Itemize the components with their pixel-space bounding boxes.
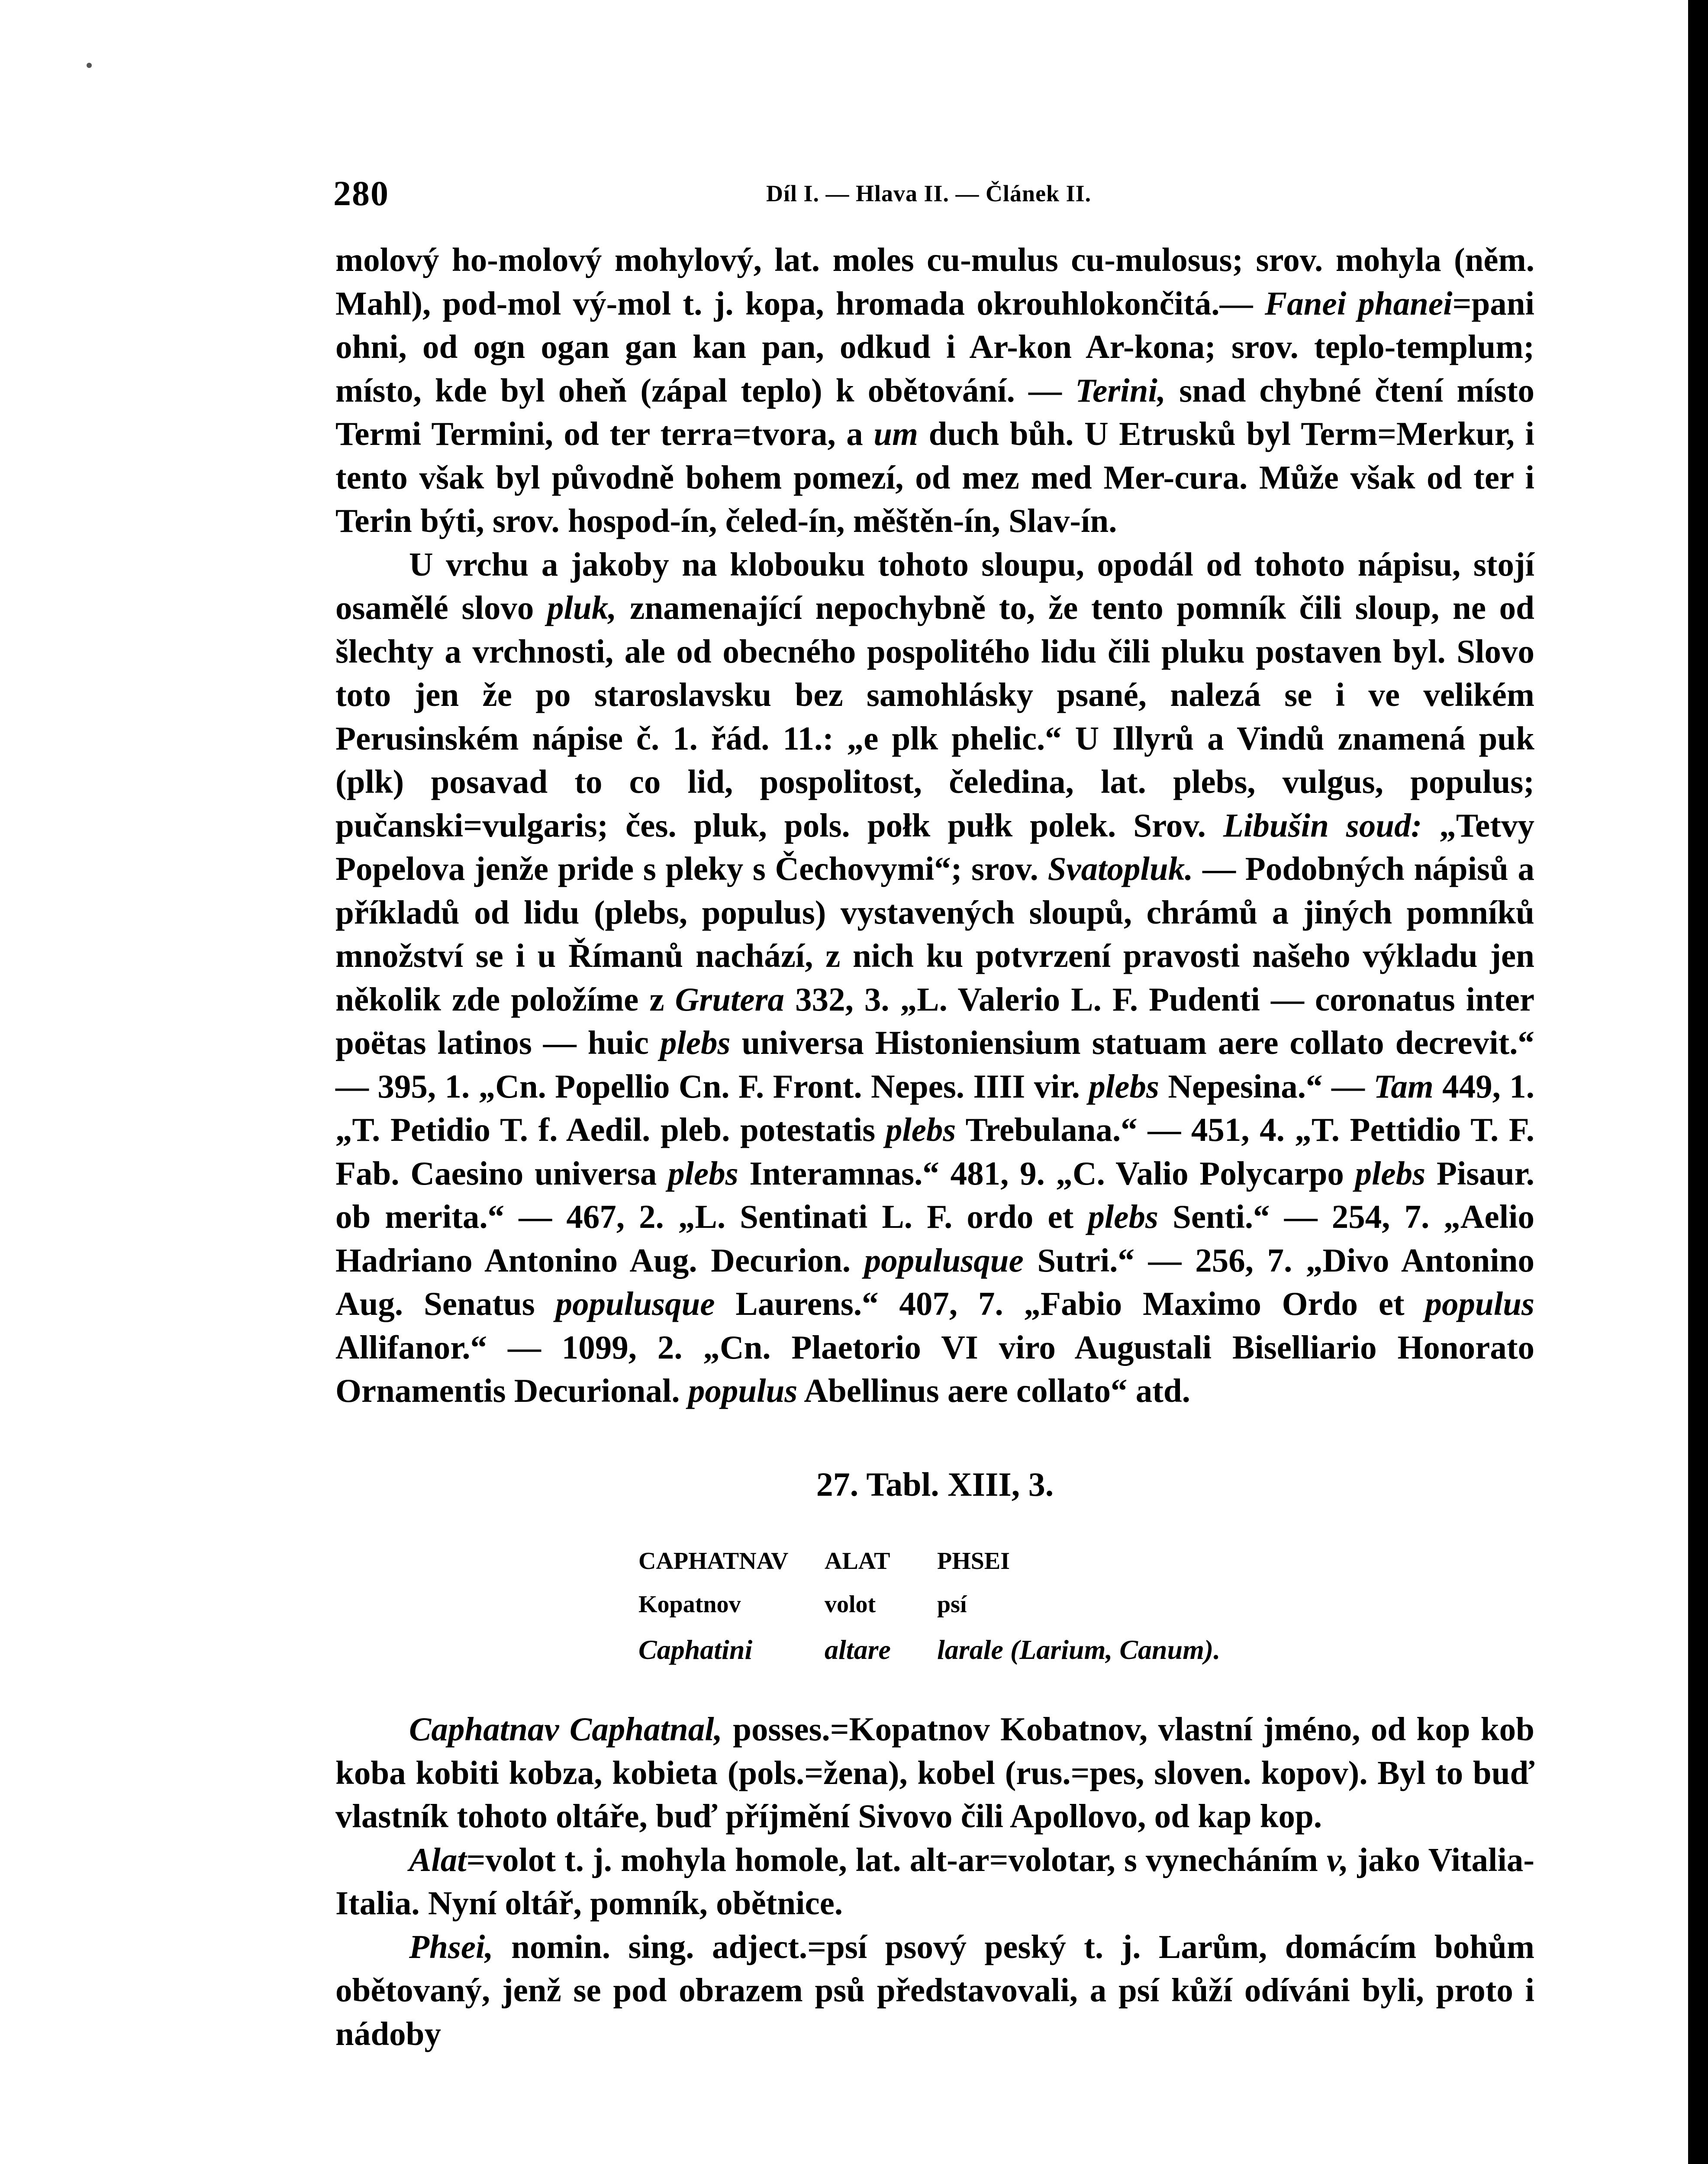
inscription-row-original	[638, 1547, 1331, 1591]
italic-term: pluk,	[547, 589, 617, 626]
paragraph-2	[335, 543, 1534, 1413]
italic-term: Phsei,	[409, 1928, 493, 1965]
paragraph-1	[335, 238, 1534, 543]
italic-term: Tam	[1373, 1067, 1434, 1105]
text-run: U vrchu a jakoby na klobouku tohoto sloupu, opodál od tohoto nápisu, stojí osamělé slovo	[335, 545, 1534, 626]
text-run: duch bůh. U Etrusků byl Term=Merkur, i tento však byl původně bohem pomezí, od mez med Mer-cura. Může však od ter i Terin býti, srov. hospod-ín, čeled-ín, měštěn-ín, Slav-ín.	[335, 415, 1534, 539]
paragraph-4	[335, 1838, 1534, 1925]
text-run: nomin. sing. adject.=psí psový peský t. j. Larům, domácím bohům obětovaný, jenž se pod obrazem psů představovali, a psí kůží odíváni byli, proto i nádoby	[335, 1928, 1534, 2052]
inscription-word: CAPHATNAV	[638, 1548, 789, 1575]
text-run: znamenající nepochybně to, že tento pomník čili sloup, ne od šlechty a vrchnosti, ale od obecného pospolitého lidu čili pluku postaven byl. Slovo toto jen že po staroslavsku bez samohlásky psané, nalezá se i ve velikém Perusinském nápise č. 1. řád. 11.: „e plk phelic.“ U Illyrů a Vindů znamená puk (plk) posavad to co lid, pospolitost, čeledina, lat. plebs, vulgus, populus; pučanski=vulgaris; čes. pluk, pols. połk pułk polek. Srov.	[335, 589, 1534, 844]
inscription-table	[638, 1547, 1331, 1677]
inscription-word: PHSEI	[937, 1548, 1010, 1575]
italic-term: Terini,	[1075, 371, 1166, 409]
text-run: 449, 1. „T. Petidio T. f. Aedil. pleb. potestatis	[335, 1067, 1535, 1148]
italic-term: Svatopluk.	[1047, 850, 1193, 887]
italic-term: plebs	[885, 1111, 956, 1148]
text-run: Abellinus aere collato“ atd.	[797, 1372, 1190, 1409]
text-run: universa Histoniensium statuam aere collato decrevit.“ — 395, 1. „Cn. Popellio Cn. F. Front. Nepes. IIII vir.	[335, 1024, 1534, 1105]
main-text	[335, 238, 1534, 1413]
inscription-word: Caphatini	[638, 1634, 753, 1665]
italic-term: populusque	[555, 1285, 715, 1322]
italic-term: Fanei phanei	[1264, 284, 1453, 322]
text-run: Sutri.“ — 256, 7. „Divo Antonino Aug. Senatus	[335, 1241, 1534, 1322]
italic-term: populus	[688, 1372, 798, 1409]
commentary-text	[335, 1707, 1534, 2055]
text-run: snad chybné čtení místo Termi Termini, od ter terra=tvora, a	[335, 371, 1534, 452]
inscription-word: Kopatnov	[638, 1591, 741, 1618]
italic-term: Grutera	[675, 980, 785, 1018]
italic-term: um	[873, 415, 918, 452]
italic-term: Caphatnav Caphatnal,	[409, 1710, 722, 1748]
scan-speck	[87, 63, 92, 68]
text-run: Allifanor.“ — 1099, 2. „Cn. Plaetorio VI viro Augustali Biselliario Honorato Ornamentis Decurional.	[335, 1328, 1534, 1409]
text-run: 332, 3. „L. Valerio L. F. Pudenti — coronatus inter poëtas latinos — huic	[335, 980, 1534, 1061]
running-title: Díl I. — Hlava II. — Článek II.	[766, 180, 1092, 206]
italic-term: plebs	[1089, 1067, 1159, 1105]
italic-term: plebs	[660, 1024, 731, 1061]
italic-term: populusque	[864, 1241, 1024, 1279]
text-run: Pisaur. ob merita.“ — 467, 2. „L. Sentinati L. F. ordo et	[335, 1154, 1535, 1235]
text-run: Interamnas.“ 481, 9. „C. Valio Polycarpo	[738, 1154, 1355, 1192]
paragraph-5	[335, 1925, 1534, 2056]
italic-term: v,	[1326, 1841, 1349, 1878]
inscription-row-latin	[638, 1634, 1331, 1677]
text-run: posses.=Kopatnov Kobatnov, vlastní jméno, od kop kob koba kobiti kobza, kobieta (pols.=žena), kobel (rus.=pes, sloven. kopov). Byl to buď vlastník tohoto oltáře, buď příjmění Sivovo čili Apollovo, od kap kop.	[335, 1710, 1534, 1835]
text-run: jako Vitalia-Italia. Nyní oltář, pomník, obětnice.	[335, 1841, 1534, 1922]
paragraph-3	[335, 1707, 1534, 1838]
inscription-word: volot	[825, 1591, 876, 1618]
italic-term: Libušin soud:	[1223, 806, 1422, 844]
text-run: =pani ohni, od ogn ogan gan kan pan, odkud i Ar-kon Ar-kona; srov. teplo-templum; místo, kde byl oheň (zápal teplo) k obětování. —	[335, 284, 1534, 409]
inscription-word: larale (Larium, Canum).	[937, 1634, 1221, 1665]
italic-term: plebs	[1088, 1198, 1158, 1235]
text-run: Laurens.“ 407, 7. „Fabio Maximo Ordo et	[715, 1285, 1425, 1322]
inscription-row-czech	[638, 1591, 1331, 1634]
text-run: Nepesina.“ —	[1159, 1067, 1374, 1105]
text-run: Senti.“ — 254, 7. „Aelio Hadriano Antonino Aug. Decurion.	[335, 1198, 1534, 1279]
inscription-word: ALAT	[825, 1548, 890, 1575]
text-run: molový ho-molový mohylový, lat. moles cu-mulus cu-mulosus; srov. mohyla (něm. Mahl), pod-mol vý-mol t. j. kopa, hromada okrouhlokončitá.—	[335, 241, 1534, 322]
italic-term: plebs	[668, 1154, 738, 1192]
italic-term: plebs	[1355, 1154, 1426, 1192]
inscription-word: altare	[825, 1634, 891, 1665]
section-heading: 27. Tabl. XIII, 3.	[816, 1465, 1054, 1503]
text-run: =volot t. j. mohyla homole, lat. alt-ar=volotar, s vynecháním	[466, 1841, 1327, 1878]
page-number: 280	[333, 174, 389, 213]
inscription-word: psí	[937, 1591, 967, 1618]
page-header	[333, 173, 1537, 221]
text-run: „Tetvy Popelova jenže pride s pleky s Čechovymi“; srov.	[335, 806, 1534, 887]
text-run: Trebulana.“ — 451, 4. „T. Pettidio T. F. Fab. Caesino universa	[335, 1111, 1534, 1192]
text-run: — Podobných nápisů a příkladů od lidu (plebs, populus) vystavených sloupů, chrámů a jiných pomníků množství se i u Římanů nachází, z nich ku potvrzení pravosti našeho výkladu jen několik zde položíme z	[335, 850, 1534, 1018]
italic-term: Alat	[409, 1841, 467, 1878]
italic-term: populus	[1425, 1285, 1535, 1322]
